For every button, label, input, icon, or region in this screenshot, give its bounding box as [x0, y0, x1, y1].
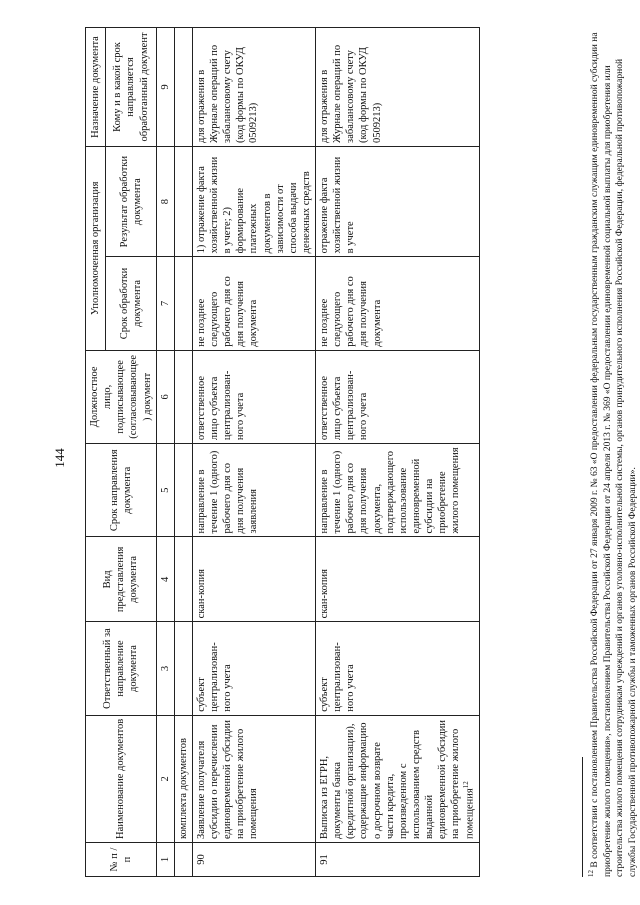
- column-number: 5: [156, 444, 174, 537]
- header-num: № п / п: [86, 843, 157, 877]
- column-number: 4: [156, 537, 174, 622]
- column-number: 2: [156, 715, 174, 842]
- column-number: 7: [156, 257, 174, 350]
- signing-official: ответственное лицо субъекта централизован-ного учета: [192, 350, 315, 443]
- header-organization: Уполномоченная организация: [86, 146, 106, 350]
- column-number: 8: [156, 146, 174, 256]
- responsible: субъект централизован-ного учета: [316, 622, 480, 715]
- footnote-mark: 12: [587, 870, 596, 877]
- document-name: Заявление получателя субсидии о перечислении единовременной субсидии на приобретение жилого помещения: [192, 715, 315, 842]
- document-name: Выписка из ЕГРН, документы банка (кредитной организации), содержащие информацию о досрочном возврате части кредита, произведенном с использованием средств выданной единовременной субсидии на приобретение жилого помещения: [319, 719, 476, 840]
- submission-kind: скан-копия: [316, 537, 480, 622]
- header-recipient: Кому и в какой срок направляется обработанный документ: [106, 28, 156, 147]
- column-numbers-row: [156, 28, 174, 877]
- continuation-text: комплекта документов: [174, 715, 192, 842]
- row-number: 90: [192, 843, 315, 877]
- footnote-ref: 12: [462, 781, 471, 789]
- header-name: Наименование документов: [86, 715, 157, 842]
- header-official: Должностное лицо, подписывающее (согласовывающее) документ: [86, 350, 157, 443]
- row-number: 91: [316, 843, 480, 877]
- footnote: [582, 27, 639, 877]
- document-name-cell: [316, 715, 480, 842]
- processing-term: не позднее следующего рабочего дня со дня получения документа: [192, 257, 315, 350]
- signing-official: ответственное лицо субъекта централизован-ного учета: [316, 350, 480, 443]
- header-term: Срок направления документа: [86, 444, 157, 537]
- header-result: Результат обработки документа: [106, 146, 156, 256]
- column-number: 9: [156, 28, 174, 147]
- column-number: 3: [156, 622, 174, 715]
- table-row: [192, 28, 315, 877]
- table-row: [316, 28, 480, 877]
- submission-term: направление в течение 1 (одного) рабочего дня со дня получения заявления: [192, 444, 315, 537]
- footnote-text: В соответствии с постановлением Правительства Российской Федерации от 27 января 2009 г. № 63 «О предоставлении федеральным государственным гражданским служащим единовременной субсидии на приобретение жилого помещения», постановлением Правительства Российской Федерации от 24 апреля 2013 г. № 369 «О предоставлении единовременной социальной выплаты для приобретения или строительства жилого помещения сотрудникам учреждений и органов уголовно-исполнительной системы, органов принудительного исполнения Российской Федерации, федеральной противопожарной службы Государственной противопожарной службы и таможенных органов Российской Федерации».: [590, 32, 638, 877]
- rotated-page-content: [85, 27, 638, 877]
- header-processing-term: Срок обработки документа: [106, 257, 156, 350]
- processing-term: не позднее следующего рабочего дня со дня получения документа: [316, 257, 480, 350]
- page-number: 144: [52, 448, 67, 468]
- header-responsible: Ответственный за направление документа: [86, 622, 157, 715]
- responsible: субъект централизован-ного учета: [192, 622, 315, 715]
- column-number: 1: [156, 843, 174, 877]
- processing-result: 1) отражение факта хозяйственной жизни в учете; 2) формирование платежных документов в зависимости от способа выдачи денежных средств: [192, 146, 315, 256]
- submission-kind: скан-копия: [192, 537, 315, 622]
- header-kind: Вид представления документа: [86, 537, 157, 622]
- header-destination: Назначение документа: [86, 28, 106, 147]
- submission-term: направление в течение 1 (одного) рабочего дня со дня получения документа, подтверждающего использование единовременной субсидии на приобретение жилого помещения: [316, 444, 480, 537]
- column-number: 6: [156, 350, 174, 443]
- destination: для отражения в Журнале операций по забалансовому счету (код формы по ОКУД 0509213): [192, 28, 315, 147]
- table-row-continuation: [174, 28, 192, 877]
- destination: для отражения в Журнале операций по забалансовому счету (код формы по ОКУД 0509213): [316, 28, 480, 147]
- documents-table: [85, 27, 480, 877]
- processing-result: отражение факта хозяйственной жизни в учете: [316, 146, 480, 256]
- footnote-divider: [582, 757, 583, 877]
